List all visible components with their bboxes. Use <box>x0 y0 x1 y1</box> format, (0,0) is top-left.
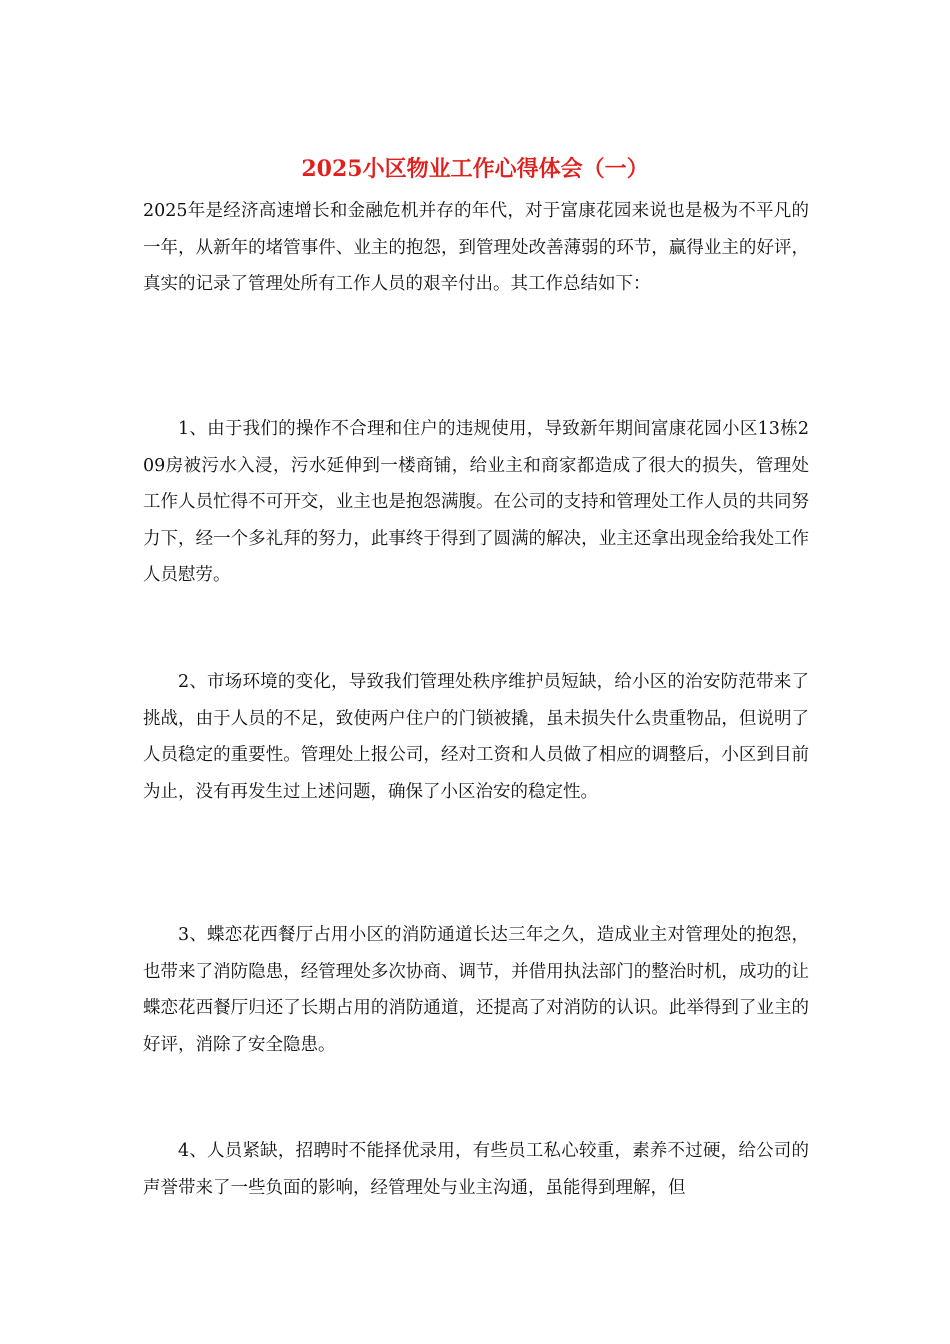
intro-paragraph: 2025年是经济高速增长和金融危机并存的年代，对于富康花园来说也是极为不平凡的一年，从新年的堵管事件、业主的抱怨，到管理处改善薄弱的环节，赢得业主的好评，真实的记录了管理处所有工作人员的艰辛付出。其工作总结如下： <box>143 201 809 294</box>
list-item-3: 3、蝶恋花西餐厅占用小区的消防通道长达三年之久，造成业主对管理处的抱怨，也带来了消防隐患，经管理处多次协商、调节，并借用执法部门的整治时机，成功的让蝶恋花西餐厅归还了长期占用的消防通道，还提高了对消防的认识。此举得到了业主的好评，消除了安全隐患。 <box>143 925 809 1055</box>
list-item-2: 2、市场环境的变化，导致我们管理处秩序维护员短缺，给小区的治安防范带来了挑战，由于人员的不足，致使两户住户的门锁被撬，虽未损失什么贵重物品，但说明了人员稳定的重要性。管理处上报公司，经对工资和人员做了相应的调整后，小区到目前为止，没有再发生过上述问题，确保了小区治安的稳定性。 <box>143 672 809 802</box>
list-item-4: 4、人员紧缺，招聘时不能择优录用，有些员工私心较重，素养不过硬，给公司的声誉带来了一些负面的影响，经管理处与业主沟通，虽能得到理解，但 <box>143 1141 809 1198</box>
list-item-1: 1、由于我们的操作不合理和住户的违规使用，导致新年期间富康花园小区13栋209房被污水入浸，污水延伸到一楼商铺，给业主和商家都造成了很大的损失，管理处工作人员忙得不可开交，业主也是抱怨满腹。在公司的支持和管理处工作人员的共同努力下，经一个多礼拜的努力，此事终于得到了圆满的解决，业主还拿出现金给我处工作人员慰劳。 <box>143 419 809 585</box>
page-title: 2025小区物业工作心得体会（一） <box>301 156 649 182</box>
